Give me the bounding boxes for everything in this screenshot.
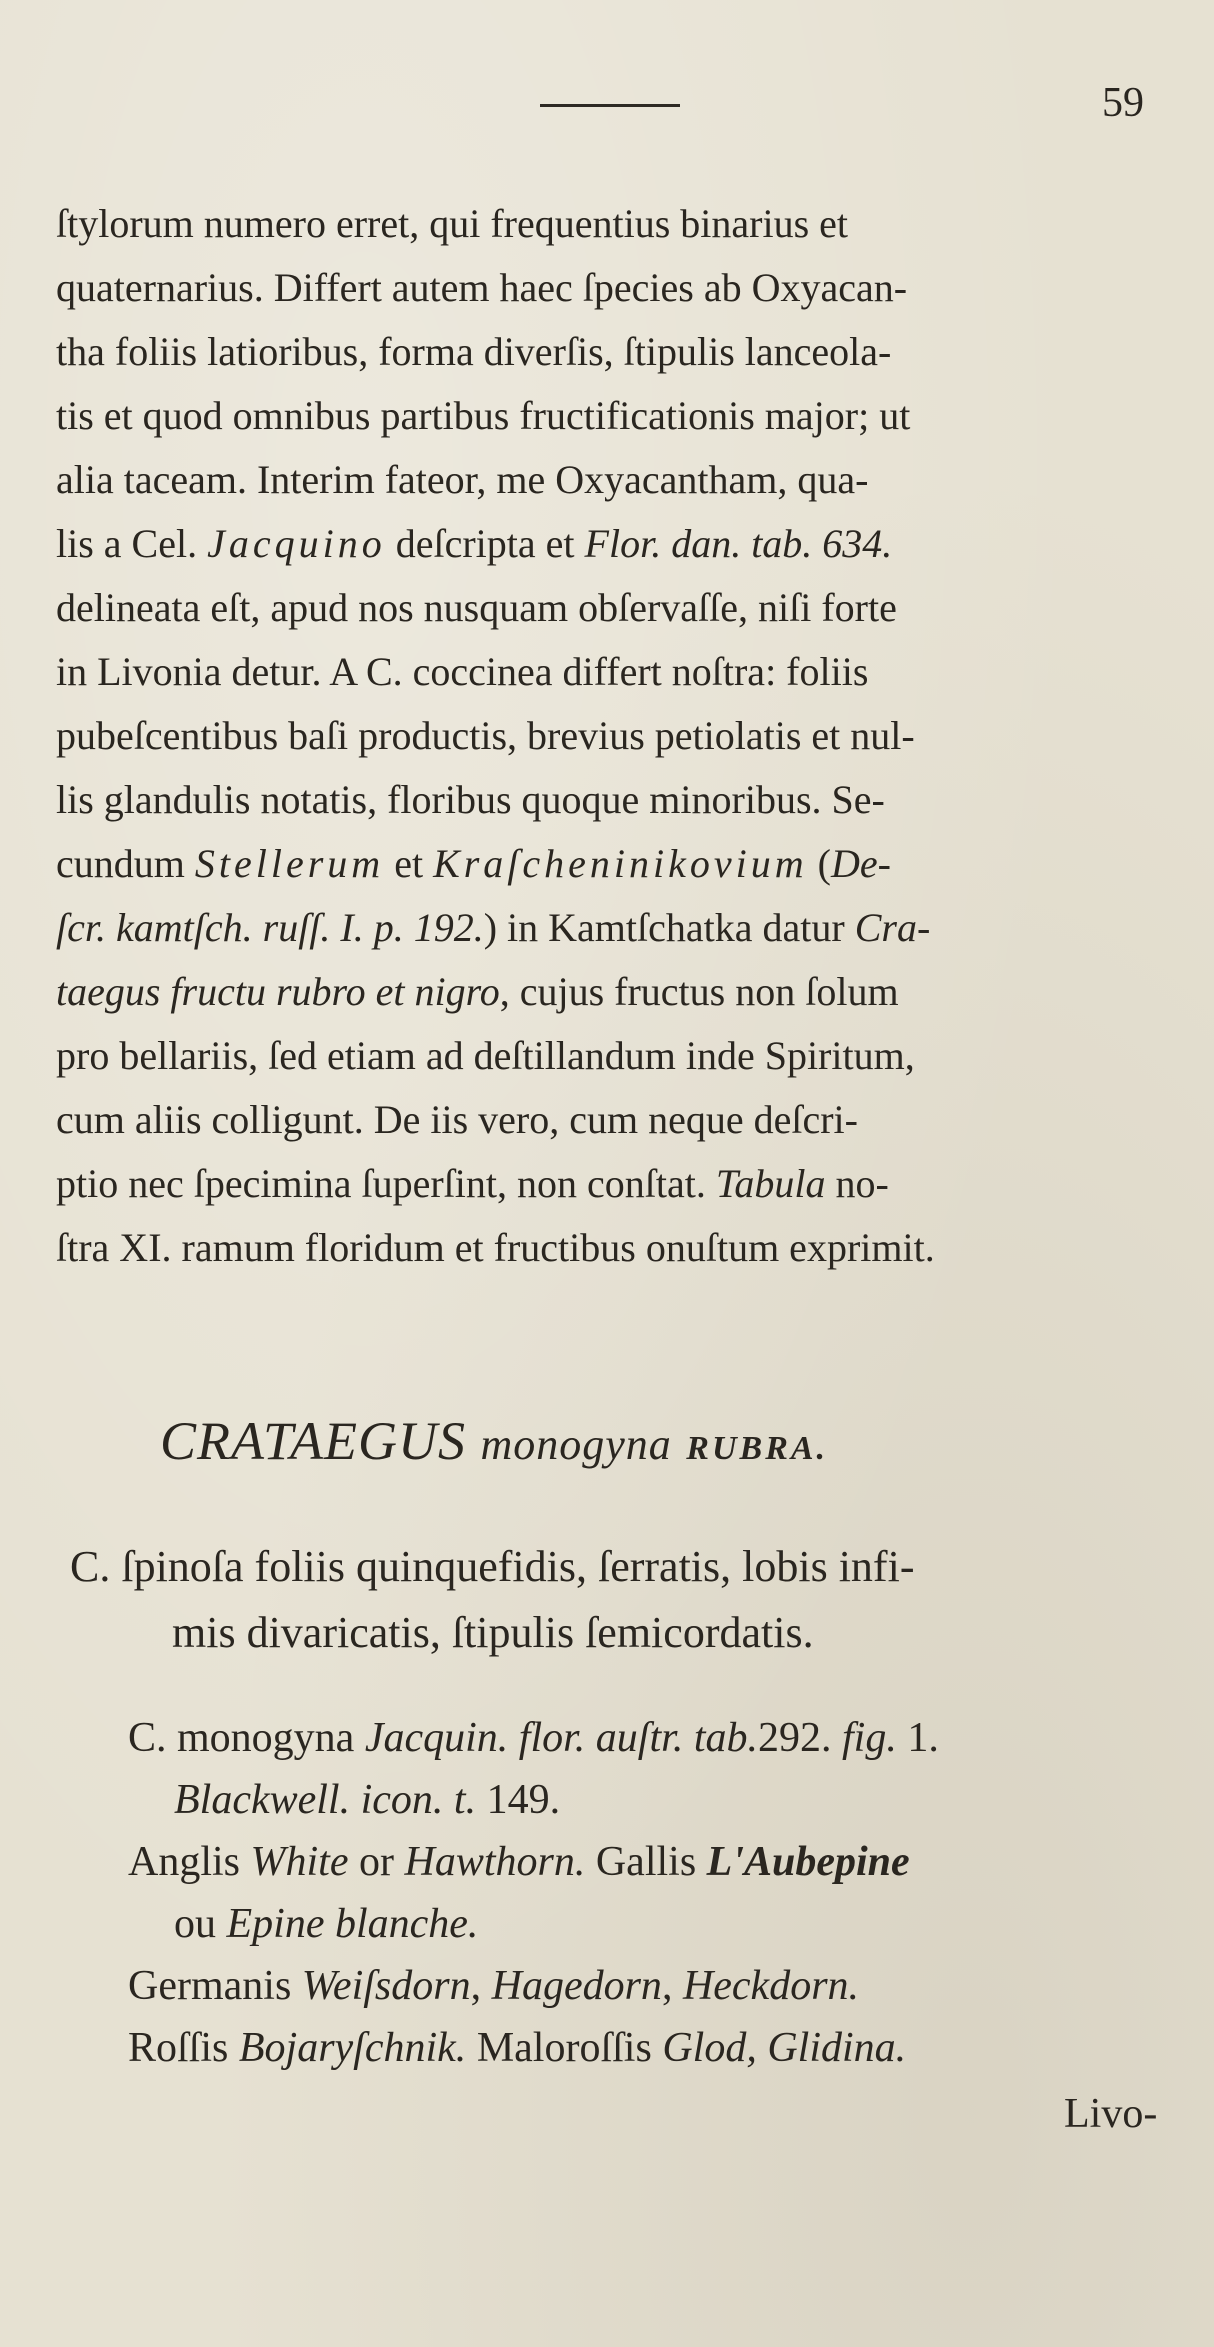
text-line: pubeſcentibus baſi productis, brevius petiolatis et nul- xyxy=(56,713,915,758)
citation-flora-danica: Flor. dan. tab. 634. xyxy=(584,521,893,566)
header-rule xyxy=(540,104,680,107)
synonym-line: C. monogyna Jacquin. flor. auſtr. tab.292. fig. 1. xyxy=(128,1715,939,1761)
text-line: lis glandulis notatis, floribus quoque minoribus. Se- xyxy=(56,777,885,822)
text-line: tha foliis latioribus, forma diverſis, ſtipulis lanceola- xyxy=(56,329,892,374)
text-line: ptio nec ſpecimina ſuperſint, non conſtat. Tabula no- xyxy=(56,1161,889,1206)
section-heading xyxy=(160,1408,1060,1482)
text-line: lis a Cel. Jacquino deſcripta et Flor. dan. tab. 634. xyxy=(56,521,893,566)
word-tabula: Tabula xyxy=(715,1161,826,1206)
vernacular-names-line: ou Epine blanche. xyxy=(174,1901,479,1947)
author-name-jacquino: Jacquino xyxy=(207,521,386,566)
text-line: in Livonia detur. A C. coccinea differt noſtra: foliis xyxy=(56,649,869,694)
vernacular-names-line: Germanis Weiſsdorn, Hagedorn, Heckdorn. xyxy=(128,1963,860,2009)
catchword: Livo- xyxy=(1064,2091,1158,2137)
text-line: cum aliis colligunt. De iis vero, cum neque deſcri- xyxy=(56,1097,858,1142)
synonym-line: Blackwell. icon. t. 149. xyxy=(174,1777,561,1823)
text-line: ſtylorum numero erret, qui frequentius binarius et xyxy=(56,201,849,246)
heading-species: monogyna xyxy=(480,1420,672,1469)
vernacular-names-line: Anglis White or Hawthorn. Gallis L'Aubepine xyxy=(128,1839,910,1885)
text-line: ſcr. kamtſch. ruſſ. I. p. 192.) in Kamtſchatka datur Cra- xyxy=(56,905,931,950)
text-line: quaternarius. Differt autem haec ſpecies ab Oxyacan- xyxy=(56,265,908,310)
citation-kamtschatka: ſcr. kamtſch. ruſſ. I. p. 192. xyxy=(56,905,484,950)
vernacular-names-line: Roſſis Bojaryſchnik. Maloroſſis Glod, Glidina. xyxy=(128,2025,907,2071)
text-line: delineata eſt, apud nos nusquam obſervaſſe, niſi forte xyxy=(56,585,897,630)
page-number: 59 xyxy=(1102,80,1144,126)
heading-variety: RUBRA. xyxy=(686,1430,829,1467)
diagnosis-line-1: C. ſpinoſa foliis quinquefidis, ſerratis, lobis infi- xyxy=(70,1542,915,1591)
text-line: alia taceam. Interim fateor, me Oxyacantham, qua- xyxy=(56,457,869,502)
author-name-krascheninikov: Kraſcheninikovium xyxy=(433,841,808,886)
text-line: pro bellariis, ſed etiam ad deſtillandum inde Spiritum, xyxy=(56,1033,915,1078)
text-line: cundum Stellerum et Kraſcheninikovium (De- xyxy=(56,841,891,886)
text-line: taegus fructu rubro et nigro, cujus fructus non ſolum xyxy=(56,969,899,1014)
species-name-italic: taegus fructu rubro et nigro xyxy=(56,969,500,1014)
heading-genus: CRATAEGUS xyxy=(160,1411,466,1471)
author-name-steller: Stellerum xyxy=(194,841,385,886)
text-line: ſtra XI. ramum floridum et fructibus onuſtum exprimit. xyxy=(56,1225,935,1270)
text-line: tis et quod omnibus partibus fructificationis major; ut xyxy=(56,393,911,438)
diagnosis-line-2: mis divaricatis, ſtipulis ſemicordatis. xyxy=(172,1608,814,1657)
